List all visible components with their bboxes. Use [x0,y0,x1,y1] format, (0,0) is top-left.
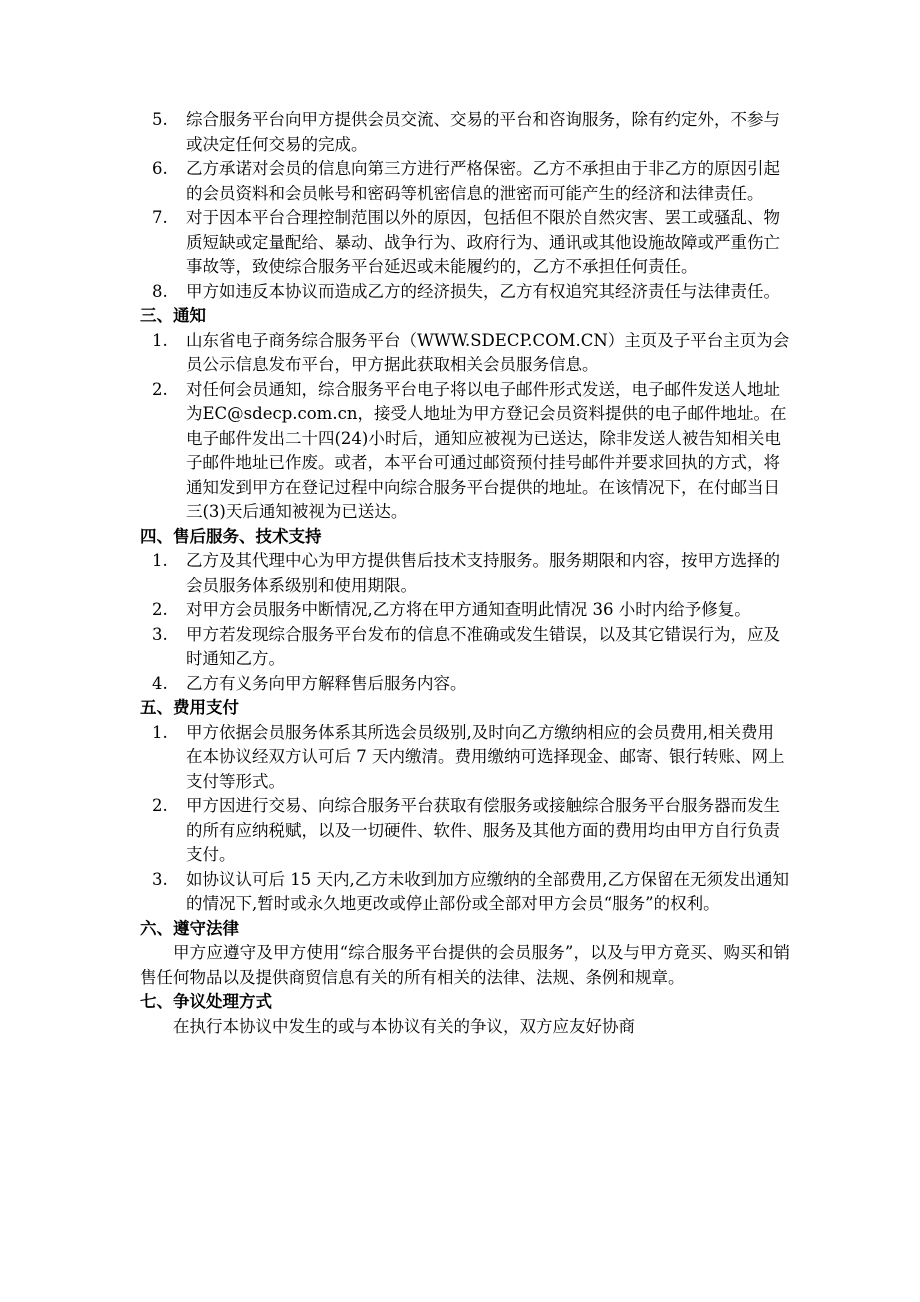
clause-text: 对任何会员通知，综合服务平台电子将以电子邮件形式发送，电子邮件发送人地址为EC@sdecp.com.cn，接受人地址为甲方登记会员资料提供的电子邮件地址。在电子邮件发出二十四(24)小时后，通知应被视为已送达，除非发送人被告知相关电子邮件地址已作废。或者，本平台可通过邮资预付挂号邮件并要求回执的方式，将通知发到甲方在登记过程中向综合服务平台提供的地址。在该情况下，在付邮当日三(3)天后通知被视为已送达。 [186,379,787,521]
clause-number: 1. [152,722,168,742]
clause-number: 2. [152,600,168,619]
clause-5-2 [140,794,790,868]
clause-4-3 [140,623,790,672]
clause-number: 7. [152,208,168,227]
clause-3-1 [140,329,790,378]
clause-text: 乙方及其代理中心为甲方提供售后技术支持服务。服务期限和内容，按甲方选择的会员服务体系级别和使用期限。 [186,551,780,595]
clause-number: 4. [152,673,168,693]
clause-2-8 [140,280,790,305]
section-heading-notice: 三、通知 [140,306,206,325]
section-paragraph-law: 甲方应遵守及甲方使用“综合服务平台提供的会员服务”，以及与甲方竟买、购买和销售任何物品以及提供商贸信息有关的所有相关的法律、法规、条例和规章。 [140,943,790,987]
clause-2-7 [140,206,790,280]
clause-text: 甲方依据会员服务体系其所选会员级别,及时向乙方缴纳相应的会员费用,相关费用在本协议经双方认可后 7 天内缴清。费用缴纳可选择现金、邮寄、银行转账、网上支付等形式。 [186,722,785,791]
clause-number: 6. [152,159,168,178]
clause-number: 2. [152,379,168,399]
clause-number: 1. [152,551,168,570]
clause-text: 山东省电子商务综合服务平台（WWW.SDECP.COM.CN）主页及子平台主页为会员公示信息发布平台，甲方据此获取相关会员服务信息。 [186,330,790,374]
clause-text: 对甲方会员服务中断情况,乙方将在甲方通知查明此情况 36 小时内给予修复。 [186,600,751,619]
clause-text: 甲方因进行交易、向综合服务平台获取有偿服务或接触综合服务平台服务器而发生的所有应纳税赋，以及一切硬件、软件、服务及其他方面的费用均由甲方自行负责支付。 [186,796,780,864]
clause-text: 综合服务平台向甲方提供会员交流、交易的平台和咨询服务，除有约定外，不参与或决定任何交易的完成。 [186,110,780,154]
section-heading-fees: 五、费用支付 [140,698,239,717]
clause-text: 乙方承诺对会员的信息向第三方进行严格保密。乙方不承担由于非乙方的原因引起的会员资料和会员帐号和密码等机密信息的泄密而可能产生的经济和法律责任。 [186,159,780,203]
clause-number: 8. [152,281,168,301]
clause-5-3 [140,868,790,917]
clause-4-4 [140,672,790,697]
clause-text: 甲方若发现综合服务平台发布的信息不准确或发生错误，以及其它错误行为，应及时通知乙方。 [186,624,780,668]
clause-text: 如协议认可后 15 天内,乙方未收到加方应缴纳的全部费用,乙方保留在无须发出通知的情况下,暂时或永久地更改或停止部份或全部对甲方会员“服务”的权利。 [186,869,789,913]
section-heading-support: 四、售后服务、技术支持 [140,526,322,546]
document-body [140,108,790,1039]
clause-number: 2. [152,796,168,815]
section-paragraph-dispute: 在执行本协议中发生的或与本协议有关的争议，双方应友好协商 [173,1016,635,1036]
clause-number: 5. [152,110,168,129]
clause-4-1 [140,549,790,598]
clause-text: 甲方如违反本协议而造成乙方的经济损失，乙方有权追究其经济责任与法律责任。 [186,281,780,301]
clause-text: 乙方有义务向甲方解释售后服务内容。 [186,673,467,693]
section-heading-law: 六、遵守法律 [140,918,239,938]
clause-2-5 [140,108,790,157]
clause-text: 对于因本平台合理控制范围以外的原因，包括但不限於自然灾害、罢工或骚乱、物质短缺或定量配给、暴动、战争行为、政府行为、通讯或其他设施故障或严重伤亡事故等，致使综合服务平台延迟或未能履约的，乙方不承担任何责任。 [186,208,780,276]
clause-3-2 [140,378,790,525]
clause-number: 3. [152,624,168,644]
clause-4-2 [140,598,790,623]
clause-number: 3. [152,869,168,889]
section-heading-dispute: 七、争议处理方式 [140,992,272,1011]
clause-number: 1. [152,330,168,350]
clause-5-1 [140,721,790,795]
clause-2-6 [140,157,790,206]
